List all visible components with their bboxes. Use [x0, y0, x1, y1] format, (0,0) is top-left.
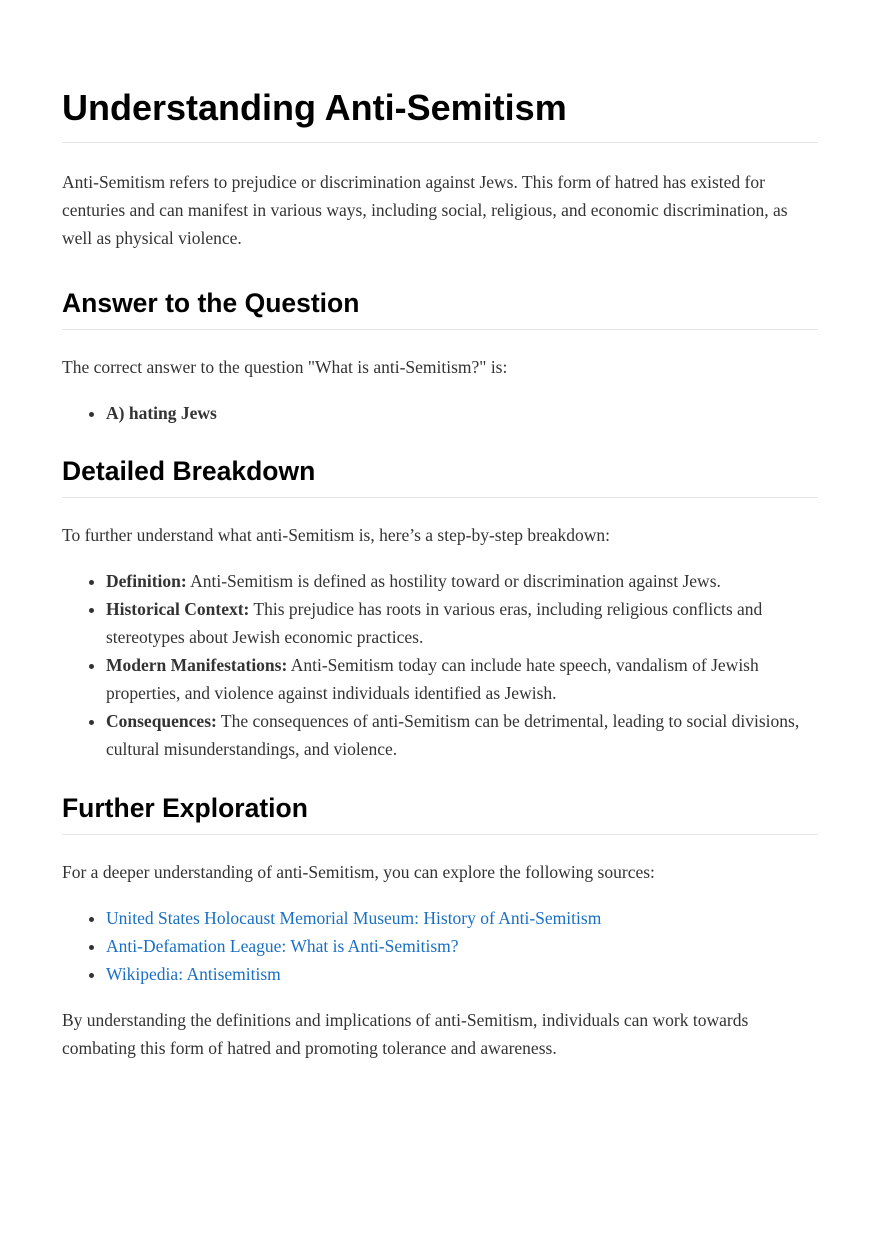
further-intro-paragraph: For a deeper understanding of anti-Semitism, you can explore the following sources:	[62, 862, 655, 882]
breakdown-term: Definition:	[106, 571, 187, 591]
source-link-wikipedia[interactable]: Wikipedia: Antisemitism	[106, 964, 281, 984]
answer-heading: Answer to the Question	[62, 286, 818, 330]
breakdown-heading: Detailed Breakdown	[62, 454, 818, 498]
source-item	[106, 904, 818, 932]
breakdown-item-definition	[106, 567, 818, 595]
source-item	[106, 932, 818, 960]
breakdown-term: Consequences:	[106, 711, 217, 731]
closing-paragraph: By understanding the definitions and implications of anti-Semitism, individuals can work towards combating this form of hatred and promoting tolerance and awareness.	[62, 1010, 749, 1058]
breakdown-item-consequences	[106, 707, 818, 763]
breakdown-term: Modern Manifestations:	[106, 655, 288, 675]
intro-paragraph: Anti-Semitism refers to prejudice or discrimination against Jews. This form of hatred has existed for centuries and can manifest in various ways, including social, religious, and economic discrimination, as well as physical violence.	[62, 172, 788, 248]
source-item	[106, 960, 818, 988]
source-list	[62, 904, 818, 988]
breakdown-text: The consequences of anti-Semitism can be detrimental, leading to social divisions, cultural misunderstandings, and violence.	[106, 711, 800, 759]
answer-item	[106, 399, 818, 427]
breakdown-intro-paragraph: To further understand what anti-Semitism is, here’s a step-by-step breakdown:	[62, 525, 610, 545]
breakdown-text: This prejudice has roots in various eras, including religious conflicts and stereotypes about Jewish economic practices.	[106, 599, 763, 647]
breakdown-text: Anti-Semitism is defined as hostility toward or discrimination against Jews.	[186, 571, 721, 591]
answer-intro-paragraph: The correct answer to the question "What is anti-Semitism?" is:	[62, 357, 508, 377]
breakdown-term: Historical Context:	[106, 599, 250, 619]
answer-list	[62, 399, 818, 427]
source-link-adl[interactable]: Anti-Defamation League: What is Anti-Semitism?	[106, 936, 459, 956]
breakdown-item-historical-context	[106, 595, 818, 651]
document-page	[62, 0, 818, 1062]
further-heading: Further Exploration	[62, 791, 818, 835]
breakdown-item-modern-manifestations	[106, 651, 818, 707]
breakdown-list	[62, 567, 818, 763]
source-link-ushmm[interactable]: United States Holocaust Memorial Museum: History of Anti-Semitism	[106, 908, 602, 928]
breakdown-text: Anti-Semitism today can include hate speech, vandalism of Jewish properties, and violence against individuals identified as Jewish.	[106, 655, 759, 703]
page-title: Understanding Anti-Semitism	[62, 86, 818, 143]
answer-text: A) hating Jews	[106, 403, 217, 423]
